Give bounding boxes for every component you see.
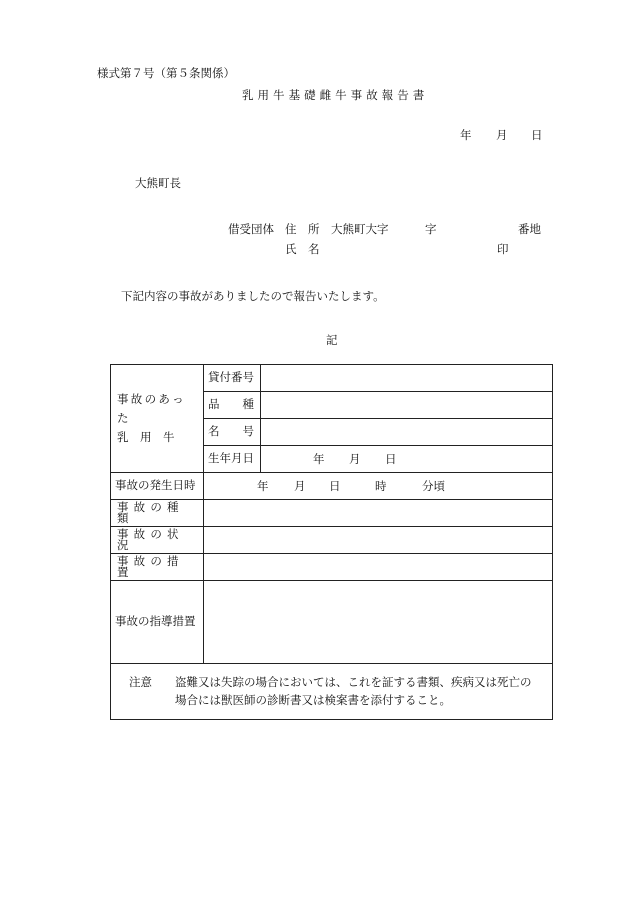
occurrence-field[interactable] xyxy=(204,473,553,500)
date-month-label: 月 xyxy=(496,128,508,142)
cow-name-field[interactable] xyxy=(261,419,553,446)
situation-label: 事故の状況 xyxy=(111,527,204,554)
breed-field[interactable] xyxy=(261,392,553,419)
breed-label: 品 種 xyxy=(204,392,261,419)
birth-year-label: 年 xyxy=(313,452,325,466)
form-id: 様式第７号（第５条関係） xyxy=(97,66,235,80)
loan-number-label: 貸付番号 xyxy=(204,365,261,392)
cow-group-label-line1: 事故のあった xyxy=(117,392,186,426)
guidance-label: 事故の指導措置 xyxy=(111,581,204,664)
note-label: 注意 xyxy=(129,675,152,689)
measures-label: 事故の措置 xyxy=(111,554,204,581)
cow-group-label xyxy=(111,365,204,473)
borrower-group-label: 借受団体 xyxy=(228,222,274,236)
guidance-field[interactable] xyxy=(204,581,553,664)
occ-year-label: 年 xyxy=(257,479,269,493)
date-year-label: 年 xyxy=(460,128,472,142)
loan-number-field[interactable] xyxy=(261,365,553,392)
cow-group-label-line2: 乳 用 牛 xyxy=(117,429,175,444)
birthdate-label: 生年月日 xyxy=(204,446,261,473)
cow-name-label: 名 号 xyxy=(204,419,261,446)
occurrence-label: 事故の発生日時 xyxy=(111,473,204,500)
occ-month-label: 月 xyxy=(294,479,306,493)
addressee: 大熊町長 xyxy=(135,176,181,190)
note-text xyxy=(175,674,532,710)
note-line2: 場合には獣医師の診断書又は検案書を添付すること。 xyxy=(175,692,451,707)
birth-month-label: 月 xyxy=(349,452,361,466)
address-label: 住 所 xyxy=(285,222,320,236)
occ-day-label: 日 xyxy=(329,479,341,493)
occ-hour-label: 時 xyxy=(375,479,387,493)
address-value: 大熊町大字 xyxy=(331,222,389,236)
name-label: 氏 名 xyxy=(285,242,320,256)
page-title: 乳用牛基礎雌牛事故報告書 xyxy=(242,88,429,102)
situation-field[interactable] xyxy=(204,527,553,554)
birth-day-label: 日 xyxy=(385,452,397,466)
type-field[interactable] xyxy=(204,500,553,527)
aza-label: 字 xyxy=(425,222,437,236)
report-table xyxy=(110,364,553,720)
seal-mark: 印 xyxy=(497,242,509,256)
intro-text: 下記内容の事故がありましたので報告いたします。 xyxy=(121,289,385,303)
type-label: 事故の種類 xyxy=(111,500,204,527)
occ-minute-label: 分頃 xyxy=(422,479,445,493)
birthdate-field[interactable] xyxy=(261,446,553,473)
banchi-label: 番地 xyxy=(518,222,541,236)
note-cell xyxy=(111,664,553,720)
note-line1: 盗難又は失踪の場合においては、これを証する書類、疾病又は死亡の xyxy=(175,675,532,689)
date-day-label: 日 xyxy=(531,128,543,142)
measures-field[interactable] xyxy=(204,554,553,581)
ki-label: 記 xyxy=(326,333,338,347)
